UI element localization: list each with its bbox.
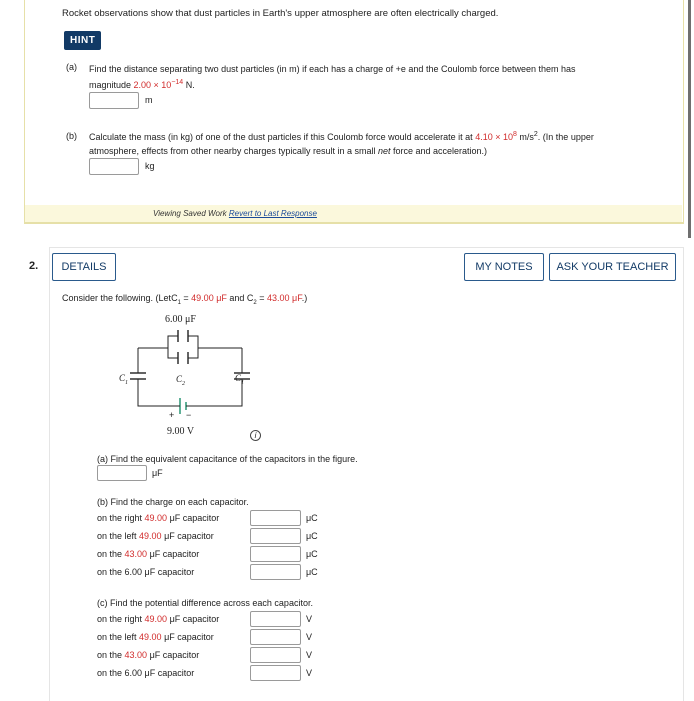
top-cap-label: 6.00 μF — [165, 314, 196, 325]
force-exponent: −14 — [171, 79, 184, 86]
potential-difference-input-label — [97, 614, 219, 624]
charge-input[interactable] — [250, 510, 301, 526]
c1-sub: 1 — [177, 299, 181, 306]
row-label-suffix: μF capacitor — [167, 614, 220, 624]
wire-left-bottom — [138, 386, 176, 406]
battery-minus: − — [186, 410, 192, 420]
part-b-letter: (b) — [66, 131, 77, 141]
and-text: and — [226, 293, 247, 303]
potential-difference-input-unit: V — [306, 650, 313, 660]
part-b-text: Calculate the mass (in kg) of one of the dust particles if this Coulomb force would accelerate it at — [89, 132, 476, 142]
charge-input-unit: μC — [306, 513, 318, 523]
accel-unit-sq: 2 — [533, 131, 538, 138]
wire-right-bottom — [190, 386, 242, 406]
middle-cap-symbol: C — [176, 374, 183, 384]
equivalent-capacitance-input[interactable] — [97, 465, 147, 481]
force-unit: N. — [183, 80, 195, 90]
battery-plus: + — [169, 410, 175, 420]
details-button[interactable]: DETAILS — [52, 253, 116, 281]
row-capacitance-value: 49.00 — [139, 632, 162, 642]
potential-difference-input-label — [97, 650, 199, 660]
middle-cap-label — [176, 374, 185, 387]
charge-input-unit: μC — [306, 567, 318, 577]
p2-part-b-heading: (b) Find the charge on each capacitor. — [97, 497, 249, 507]
problem-number: 2. — [29, 260, 39, 272]
row-capacitance-value: 49.00 — [144, 614, 168, 624]
potential-difference-input-label — [97, 668, 194, 678]
row-label-text: on the right — [97, 513, 145, 523]
part-b-text-end: . (In the upper — [537, 132, 594, 142]
row-capacitance-value: 43.00 — [124, 650, 148, 660]
right-cap-sub: 1 — [241, 379, 245, 386]
wire-top-right-2 — [188, 348, 198, 358]
scrollbar[interactable] — [688, 0, 691, 238]
c1-symbol: C — [171, 293, 178, 303]
part-a-text: Find the distance separating two dust particles (in m) if each has a charge of +e and the Coulomb force between them has — [89, 64, 576, 74]
row-capacitance-value: 43.00 — [124, 549, 148, 559]
c1-value: 49.00 μF — [191, 293, 227, 303]
charge-input[interactable] — [250, 528, 301, 544]
potential-difference-input[interactable] — [250, 611, 301, 627]
info-icon[interactable]: i — [250, 430, 261, 441]
p2-part-c-heading: (c) Find the potential difference across each capacitor. — [97, 598, 313, 608]
saved-work-bar — [25, 205, 682, 222]
charge-input[interactable] — [250, 564, 301, 580]
charge-input-label — [97, 513, 219, 523]
force-value: 2.00 × 10 — [133, 80, 172, 90]
charge-input-label — [97, 567, 194, 577]
problem-1-card — [24, 0, 684, 224]
left-cap-symbol: C — [119, 373, 126, 383]
row-label-suffix: μF capacitor — [161, 531, 214, 541]
row-label-text: on the left — [97, 531, 140, 541]
charge-input[interactable] — [250, 546, 301, 562]
part-b-text-2b: force and acceleration.) — [390, 146, 488, 156]
row-label-suffix: μF capacitor — [161, 632, 214, 642]
wire-top-right — [188, 336, 242, 348]
left-cap-label — [119, 373, 128, 386]
my-notes-button[interactable]: MY NOTES — [464, 253, 544, 281]
p2-part-a-question: (a) Find the equivalent capacitance of the capacitors in the figure. — [97, 454, 358, 464]
row-capacitance-value: 49.00 — [139, 531, 162, 541]
c2-symbol: C — [246, 293, 254, 303]
row-label-text: on the — [97, 549, 125, 559]
accel-value: 4.10 × 10 — [475, 132, 513, 142]
row-label-suffix: μF capacitor — [167, 513, 220, 523]
row-capacitance-value: 49.00 — [144, 513, 168, 523]
circuit-diagram — [110, 310, 270, 440]
left-cap-sub: 1 — [125, 379, 129, 386]
potential-difference-input-unit: V — [306, 632, 313, 642]
row-label-text: on the 6.00 μF capacitor — [97, 567, 195, 577]
row-label-text: on the left — [97, 632, 140, 642]
part-a-letter: (a) — [66, 62, 77, 72]
problem-1-intro: Rocket observations show that dust particles in Earth's upper atmosphere are often electrically charged. — [62, 8, 499, 19]
accel-unit: m/s — [516, 132, 534, 142]
row-label-text: on the right — [97, 614, 145, 624]
row-label-text: on the 6.00 μF capacitor — [97, 668, 195, 678]
hint-button[interactable]: HINT — [64, 31, 101, 50]
revert-link[interactable]: Revert to Last Response — [228, 209, 317, 218]
distance-unit: m — [145, 95, 153, 105]
wire-top-left — [138, 336, 178, 348]
right-cap-symbol: C — [235, 373, 242, 383]
mass-input[interactable] — [89, 158, 139, 175]
wire-top-left-2 — [138, 348, 178, 358]
mass-unit: kg — [145, 161, 155, 171]
charge-input-label — [97, 549, 199, 559]
part-a-text-2: magnitude — [89, 80, 134, 90]
middle-cap-sub: 2 — [182, 380, 186, 387]
saved-work-label — [153, 209, 317, 218]
right-cap-label — [235, 373, 244, 386]
part-a-question — [89, 62, 649, 92]
charge-input-label — [97, 531, 214, 541]
potential-difference-input-unit: V — [306, 668, 313, 678]
potential-difference-input[interactable] — [250, 629, 301, 645]
potential-difference-input[interactable] — [250, 647, 301, 663]
potential-difference-input-unit: V — [306, 614, 313, 624]
row-label-suffix: μF capacitor — [147, 650, 200, 660]
consider-end: .) — [301, 293, 308, 303]
potential-difference-input[interactable] — [250, 665, 301, 681]
c2-sub: 2 — [253, 299, 257, 306]
potential-difference-input-label — [97, 632, 214, 642]
charge-input-unit: μC — [306, 531, 318, 541]
battery-label: 9.00 V — [167, 426, 195, 437]
distance-input[interactable] — [89, 92, 139, 109]
part-b-text-2a: atmosphere, effects from other nearby charges typically result in a small — [89, 146, 378, 156]
problem-2-intro: Consider the following. (LetC$_1$ = 49.00 μF and $C_2 = 43.00$ μF.) — [62, 293, 308, 306]
saved-work-text: Viewing Saved Work — [153, 209, 227, 218]
row-label-text: on the — [97, 650, 125, 660]
part-b-text-em: net — [377, 146, 391, 156]
charge-input-unit: μC — [306, 549, 318, 559]
row-label-suffix: μF capacitor — [147, 549, 200, 559]
part-b-question — [89, 128, 674, 158]
consider-text: Consider the following. (Let — [62, 293, 172, 303]
ask-teacher-button[interactable]: ASK YOUR TEACHER — [549, 253, 676, 281]
equivalent-capacitance-unit: μF — [152, 468, 163, 478]
accel-exponent: 8 — [512, 131, 517, 138]
c2-value: 43.00 μF — [267, 293, 302, 303]
